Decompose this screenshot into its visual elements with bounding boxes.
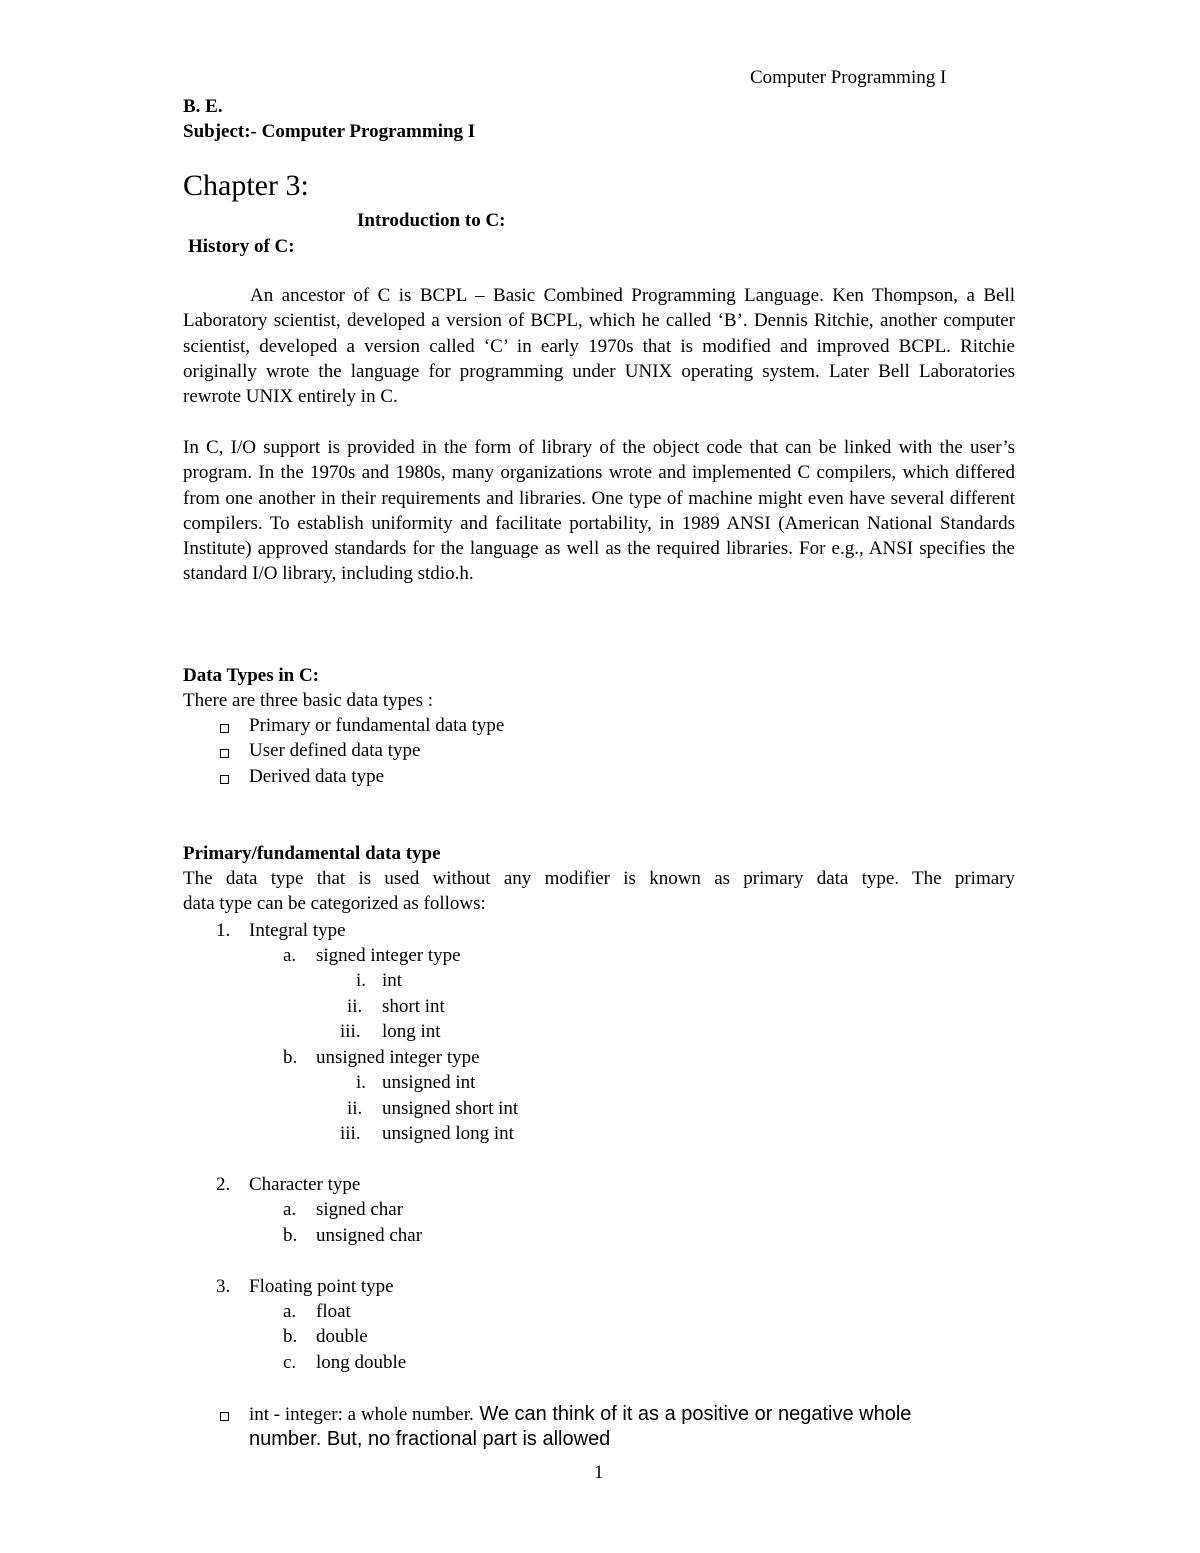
outline-roman: i. [356, 970, 367, 991]
outline-letter: b. [283, 1047, 298, 1068]
square-bullet-icon [220, 724, 229, 733]
int-note-rest: We can think of it as a positive or negative whole [473, 1403, 912, 1425]
outline-item: unsigned int [382, 1072, 476, 1093]
chapter-subtitle: Introduction to C: [357, 210, 506, 231]
list-item: Derived data type [249, 766, 385, 787]
int-note-line-2: number. But, no fractional part is allowed [249, 1428, 611, 1450]
history-paragraph-2: In C, I/O support is provided in the form of library of the object code that can be linked with the user’s program. In the 1970s and 1980s, many organizations wrote and implemented C compilers, which differed from one another in their requirements and libraries. One type of machine might even have several different compilers. To establish uniformity and facilitate portability, in 1989 ANSI (American National Standards Institute) approved standards for the language as well as the required libraries. For e.g., ANSI specifies the standard I/O library, including stdio.h. [183, 437, 1015, 585]
course-label: B. E. [183, 96, 223, 117]
history-paragraph-1: An ancestor of C is BCPL – Basic Combined Programming Language. Ken Thompson, a Bell Laboratory scientist, developed a version of BCPL, which he called ‘B’. Dennis Ritchie, another computer scientist, developed a version called ‘C’ in early 1970s that is modified and improved BCPL. Ritchie originally wrote the language for programming under UNIX operating system. Later Bell Laboratories rewrote UNIX entirely in C. [183, 285, 1015, 408]
outline-roman: ii. [347, 996, 363, 1017]
list-item: Primary or fundamental data type [249, 715, 505, 736]
outline-item: Character type [249, 1174, 361, 1195]
primary-intro-line-1: The data type that is used without any modifier is known as primary data type. The primary [183, 868, 1015, 889]
outline-letter: a. [283, 1199, 297, 1220]
outline-letter: c. [283, 1352, 297, 1373]
outline-roman: iii. [340, 1123, 361, 1144]
int-note-prefix: int - integer: a whole number. [249, 1404, 474, 1425]
outline-item: long int [382, 1021, 441, 1042]
outline-item: unsigned integer type [316, 1047, 480, 1068]
primary-heading: Primary/fundamental data type [183, 843, 441, 864]
outline-item: long double [316, 1352, 407, 1373]
outline-letter: b. [283, 1225, 298, 1246]
outline-item: double [316, 1326, 368, 1347]
outline-roman: iii. [340, 1021, 361, 1042]
outline-item: int [382, 970, 403, 991]
outline-number: 3. [216, 1276, 231, 1297]
outline-item: Floating point type [249, 1276, 394, 1297]
page-number: 1 [594, 1462, 604, 1483]
outline-letter: b. [283, 1326, 298, 1347]
data-types-intro: There are three basic data types : [183, 690, 434, 711]
chapter-title: Chapter 3: [183, 169, 309, 202]
primary-intro-line-2: data type can be categorized as follows: [183, 893, 486, 914]
list-item: User defined data type [249, 740, 421, 761]
data-types-heading: Data Types in C: [183, 665, 320, 686]
outline-item: unsigned char [316, 1225, 423, 1246]
square-bullet-icon [220, 1412, 229, 1421]
outline-letter: a. [283, 1301, 297, 1322]
outline-item: float [316, 1301, 351, 1322]
outline-item: unsigned short int [382, 1098, 519, 1119]
square-bullet-icon [220, 775, 229, 784]
int-note-line-1 [249, 1403, 911, 1426]
square-bullet-icon [220, 749, 229, 758]
outline-number: 1. [216, 920, 231, 941]
outline-item: unsigned long int [382, 1123, 514, 1144]
outline-item: signed char [316, 1199, 404, 1220]
outline-roman: i. [356, 1072, 367, 1093]
subject-label: Subject:- Computer Programming I [183, 121, 476, 142]
outline-item: short int [382, 996, 445, 1017]
outline-item: signed integer type [316, 945, 461, 966]
running-header: Computer Programming I [750, 67, 947, 88]
history-heading: History of C: [188, 236, 295, 257]
outline-roman: ii. [347, 1098, 363, 1119]
outline-letter: a. [283, 945, 297, 966]
outline-item: Integral type [249, 920, 346, 941]
outline-number: 2. [216, 1174, 231, 1195]
